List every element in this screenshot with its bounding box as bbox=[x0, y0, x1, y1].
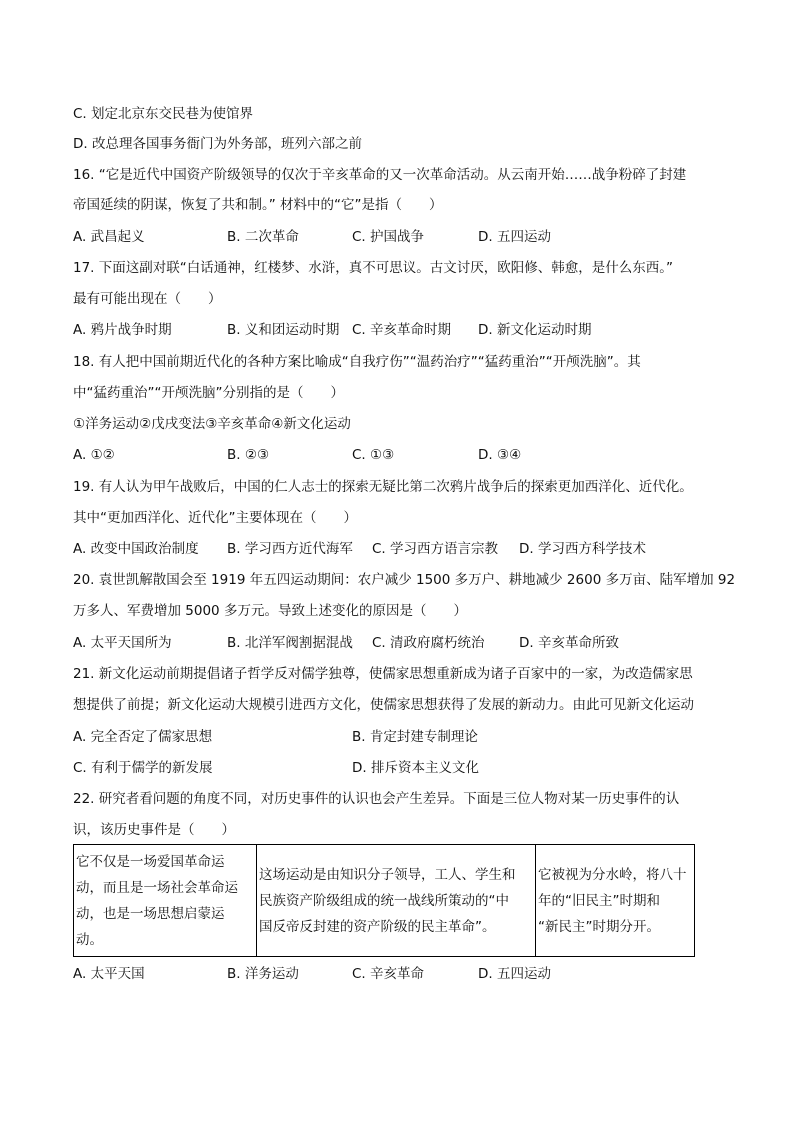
question-text: 20. 袁世凯解散国会至 1919 年五四运动期间：农户减少 1500 多万户、耕地减少 2600 多万亩、陆军增加 92 bbox=[73, 572, 736, 588]
options-row bbox=[73, 965, 723, 983]
option-c[interactable]: C. 辛亥革命时期 bbox=[352, 322, 452, 338]
options-row bbox=[73, 446, 723, 464]
cell-line: 它被视为分水岭，将八十 bbox=[538, 866, 687, 883]
cell-line: 动，而且是一场社会革命运 bbox=[76, 879, 238, 896]
cell-line: 国反帝反封建的资产阶级的民主革命”。 bbox=[259, 918, 496, 935]
options-row bbox=[73, 634, 723, 652]
options-row bbox=[73, 728, 723, 746]
question-text: 识，该历史事件是（ ） bbox=[73, 822, 235, 838]
option-b[interactable]: B. 洋务运动 bbox=[227, 966, 299, 982]
question-text: 万多人、军费增加 5000 多万元。导致上述变化的原因是（ ） bbox=[73, 603, 467, 619]
question-text: 21. 新文化运动前期提倡诸子哲学反对儒学独尊，使儒家思想重新成为诸子百家中的一家，为改造儒家思 bbox=[73, 666, 693, 682]
option-d[interactable]: D. 辛亥革命所致 bbox=[519, 635, 619, 651]
line-option-d: D. 改总理各国事务衙门为外务部，班列六部之前 bbox=[73, 136, 362, 152]
viewpoint-cell-1 bbox=[74, 845, 257, 957]
options-row bbox=[73, 228, 723, 246]
option-a[interactable]: A. 鸦片战争时期 bbox=[73, 322, 172, 338]
question-text: 最有可能出现在（ ） bbox=[73, 291, 222, 307]
option-d[interactable]: D. 学习西方科学技术 bbox=[519, 541, 646, 557]
option-c[interactable]: C. 辛亥革命 bbox=[352, 966, 425, 982]
question-text: 其中“更加西洋化、近代化”主要体现在（ ） bbox=[73, 510, 357, 526]
option-a[interactable]: A. 改变中国政治制度 bbox=[73, 541, 199, 557]
cell-line: 它不仅是一场爱国革命运 bbox=[76, 853, 225, 870]
option-d[interactable]: D. ③④ bbox=[478, 447, 522, 463]
option-a[interactable]: A. 完全否定了儒家思想 bbox=[73, 729, 213, 745]
option-d[interactable]: D. 新文化运动时期 bbox=[478, 322, 592, 338]
option-d[interactable]: D. 排斥资本主义文化 bbox=[352, 760, 479, 776]
option-b[interactable]: B. 义和团运动时期 bbox=[227, 322, 340, 338]
question-text: 16. “它是近代中国资产阶级领导的仅次于辛亥革命的又一次革命活动。从云南开始……战争粉碎了封建 bbox=[73, 167, 687, 183]
cell-line: 民族资产阶级组成的统一战线所策动的“中 bbox=[259, 892, 509, 909]
viewpoint-cell-2 bbox=[257, 845, 536, 957]
cell-line: “新民主”时期分开。 bbox=[538, 918, 660, 935]
question-statements: ①洋务运动②戊戌变法③辛亥革命④新文化运动 bbox=[73, 416, 351, 432]
option-d[interactable]: D. 五四运动 bbox=[478, 966, 551, 982]
table-row bbox=[74, 845, 695, 957]
option-a[interactable]: A. 武昌起义 bbox=[73, 229, 145, 245]
option-b[interactable]: B. 二次革命 bbox=[227, 229, 299, 245]
question-text: 22. 研究者看问题的角度不同，对历史事件的认识也会产生差异。下面是三位人物对某一历史事件的认 bbox=[73, 791, 680, 807]
option-c[interactable]: C. ①③ bbox=[352, 447, 395, 463]
option-a[interactable]: A. 太平天国所为 bbox=[73, 635, 172, 651]
option-a[interactable]: A. 太平天国 bbox=[73, 966, 145, 982]
question-text: 17. 下面这副对联“白话通神，红楼梦、水浒，真不可思议。古文讨厌，欧阳修、韩愈，是什么东西。” bbox=[73, 260, 673, 276]
question-text: 18. 有人把中国前期近代化的各种方案比喻成“自我疗伤”“温药治疗”“猛药重治”“开颅洗脑”。其 bbox=[73, 354, 641, 370]
question-text: 19. 有人认为甲午战败后，中国的仁人志士的探索无疑比第二次鸦片战争后的探索更加西洋化、近代化。 bbox=[73, 479, 693, 495]
option-b[interactable]: B. 肯定封建专制理论 bbox=[352, 729, 478, 745]
option-c[interactable]: C. 有利于儒学的新发展 bbox=[73, 760, 213, 776]
cell-line: 年的“旧民主”时期和 bbox=[538, 892, 660, 909]
cell-line: 动。 bbox=[76, 931, 103, 948]
cell-line: 动，也是一场思想启蒙运 bbox=[76, 905, 225, 922]
option-b[interactable]: B. ②③ bbox=[227, 447, 270, 463]
question-text: 想提供了前提；新文化运动大规模引进西方文化，使儒家思想获得了发展的新动力。由此可见新文化运动 bbox=[73, 697, 694, 713]
cell-line: 这场运动是由知识分子领导，工人、学生和 bbox=[259, 866, 516, 883]
question-text: 中“猛药重治”“开颅洗脑”分别指的是（ ） bbox=[73, 385, 344, 401]
option-c[interactable]: C. 护国战争 bbox=[352, 229, 425, 245]
option-a[interactable]: A. ①② bbox=[73, 447, 115, 463]
viewpoints-table bbox=[73, 844, 695, 957]
option-b[interactable]: B. 学习西方近代海军 bbox=[227, 541, 353, 557]
options-row bbox=[73, 540, 723, 558]
viewpoint-cell-3 bbox=[536, 845, 695, 957]
line-option-c: C. 划定北京东交民巷为使馆界 bbox=[73, 106, 254, 122]
options-row bbox=[73, 321, 723, 339]
options-row bbox=[73, 759, 723, 777]
option-b[interactable]: B. 北洋军阀割据混战 bbox=[227, 635, 353, 651]
option-c[interactable]: C. 清政府腐朽统治 bbox=[372, 635, 485, 651]
option-d[interactable]: D. 五四运动 bbox=[478, 229, 551, 245]
question-text: 帝国延续的阴谋，恢复了共和制。” 材料中的“它”是指（ ） bbox=[73, 197, 443, 213]
option-c[interactable]: C. 学习西方语言宗教 bbox=[372, 541, 499, 557]
